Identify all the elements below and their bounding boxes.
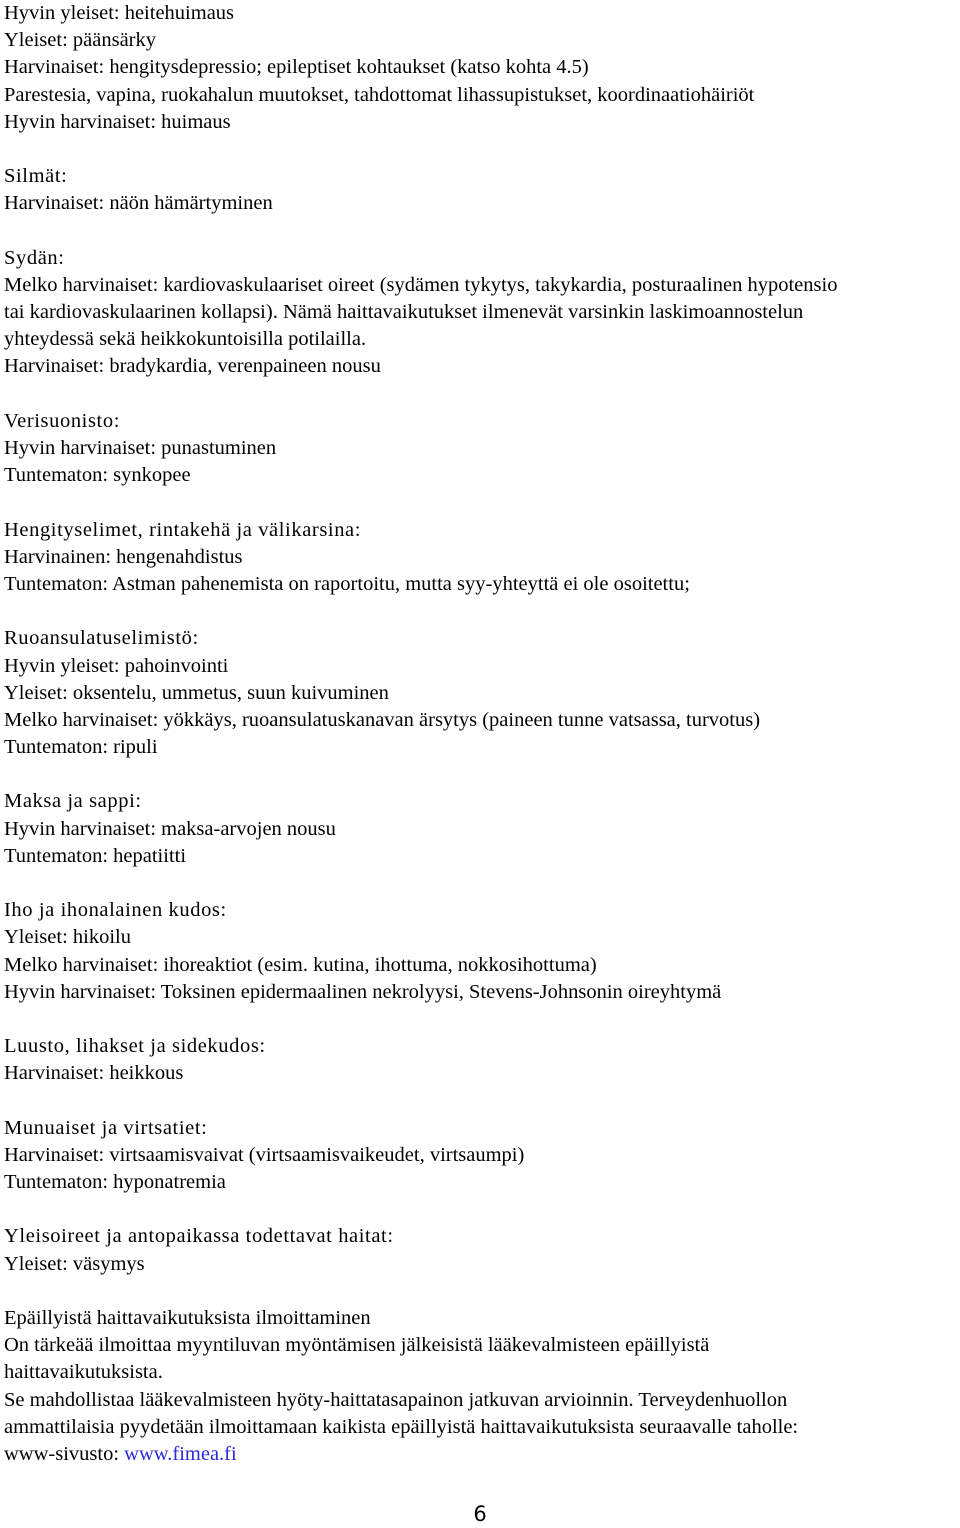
text-line: Melko harvinaiset: kardiovaskulaariset oireet (sydämen tykytys, takykardia, posturaalinen hypotensio <box>4 273 838 296</box>
section-heading: Sydän: <box>4 246 65 269</box>
text-line: Hyvin harvinaiset: punastuminen <box>4 437 277 459</box>
text-line: Yleiset: hikoilu <box>4 926 131 949</box>
text-line: Harvinainen: hengenahdistus <box>4 545 243 568</box>
section-heart <box>4 245 958 381</box>
text-line: Tuntematon: ripuli <box>4 736 158 759</box>
section-heading: Verisuonisto: <box>4 409 120 432</box>
text-line: Hyvin harvinaiset: maksa-arvojen nousu <box>4 817 336 840</box>
section-renal <box>4 1115 958 1197</box>
section-general <box>4 1223 958 1277</box>
section-heading: Epäillyistä haittavaikutuksista ilmoittaminen <box>4 1307 371 1329</box>
paragraph-gap <box>4 870 958 897</box>
page-number: 6 <box>473 1502 487 1526</box>
paragraph-gap <box>4 489 958 516</box>
text-line: Yleiset: väsymys <box>4 1252 145 1275</box>
section-vascular <box>4 408 958 490</box>
section-heading: Silmät: <box>4 165 68 188</box>
text-line: Hyvin yleiset: pahoinvointi <box>4 654 229 677</box>
text-line: On tärkeää ilmoittaa myyntiluvan myöntämisen jälkeisistä lääkevalmisteen epäillyistä <box>4 1334 710 1357</box>
text-line: Tuntematon: hyponatremia <box>4 1171 226 1194</box>
paragraph-gap <box>4 381 958 408</box>
text-line: Harvinaiset: hengitysdepressio; epileptiset kohtaukset (katso kohta 4.5) <box>4 56 589 79</box>
paragraph-gap <box>4 1278 958 1305</box>
text-line: Melko harvinaiset: ihoreaktiot (esim. kutina, ihottuma, nokkosihottuma) <box>4 953 597 976</box>
text-line: Harvinaiset: bradykardia, verenpaineen nousu <box>4 355 381 378</box>
section-reporting <box>4 1305 958 1468</box>
paragraph-gap <box>4 761 958 788</box>
document-page <box>4 0 958 1468</box>
text-line: Tuntematon: hepatiitti <box>4 844 187 867</box>
section-skin <box>4 897 958 1006</box>
section-heading: Yleisoireet ja antopaikassa todettavat haitat: <box>4 1225 394 1248</box>
text-line: Se mahdollistaa lääkevalmisteen hyöty-haittatasapainon jatkuvan arvioinnin. Terveydenhuollon <box>4 1388 788 1411</box>
section-heading: Hengityselimet, rintakehä ja välikarsina: <box>4 518 362 541</box>
text-line: Hyvin harvinaiset: Toksinen epidermaalinen nekrolyysi, Stevens-Johnsonin oireyhtymä <box>4 980 722 1003</box>
text-line: Parestesia, vapina, ruokahalun muutokset, tahdottomat lihassupistukset, koordinaatiohäiriöt <box>4 83 755 106</box>
text-line: ammattilaisia pyydetään ilmoittamaan kaikista epäillyistä haittavaikutuksista seuraavalle taholle: <box>4 1415 799 1438</box>
section-respiratory <box>4 517 958 599</box>
section-heading: Luusto, lihakset ja sidekudos: <box>4 1035 266 1058</box>
text-line: Harvinaiset: virtsaamisvaivat (virtsaamisvaikeudet, virtsaumpi) <box>4 1143 525 1166</box>
text-line: Harvinaiset: heikkous <box>4 1062 184 1085</box>
section-liver <box>4 788 958 870</box>
text-line: Yleiset: päänsärky <box>4 29 156 52</box>
text-line: Melko harvinaiset: yökkäys, ruoansulatuskanavan ärsytys (paineen tunne vatsassa, turvotus) <box>4 708 761 731</box>
text-line: haittavaikutuksista. <box>4 1361 163 1384</box>
section-gastrointestinal <box>4 625 958 761</box>
text-line: yhteydessä sekä heikkokuntoisilla potilailla. <box>4 328 367 351</box>
text-line: Harvinaiset: näön hämärtyminen <box>4 192 273 215</box>
section-eyes <box>4 163 958 217</box>
paragraph-gap <box>4 218 958 245</box>
section-musculoskeletal <box>4 1033 958 1087</box>
text-line: Yleiset: oksentelu, ummetus, suun kuivuminen <box>4 681 389 704</box>
section-heading: Munuaiset ja virtsatiet: <box>4 1116 208 1139</box>
website-label: www-sivusto: <box>4 1442 125 1465</box>
text-line: Hyvin yleiset: heitehuimaus <box>4 2 235 24</box>
text-line: Tuntematon: Astman pahenemista on raportoitu, mutta syy-yhteyttä ei ole osoitettu; <box>4 572 690 595</box>
website-line <box>4 1441 958 1468</box>
text-line: tai kardiovaskulaarinen kollapsi). Nämä haittavaikutukset ilmenevät varsinkin laskimoannostelun <box>4 301 804 324</box>
fimea-link[interactable]: www.fimea.fi <box>124 1442 237 1465</box>
text-line: Hyvin harvinaiset: huimaus <box>4 110 231 133</box>
paragraph-gap <box>4 1006 958 1033</box>
section-heading: Iho ja ihonalainen kudos: <box>4 899 227 922</box>
section-heading: Ruoansulatuselimistö: <box>4 627 199 650</box>
section-heading: Maksa ja sappi: <box>4 790 142 813</box>
paragraph-gap <box>4 136 958 163</box>
paragraph-gap <box>4 598 958 625</box>
paragraph-gap <box>4 1196 958 1223</box>
section-nervous-system <box>4 0 958 136</box>
paragraph-gap <box>4 1088 958 1115</box>
text-line: Tuntematon: synkopee <box>4 464 191 487</box>
